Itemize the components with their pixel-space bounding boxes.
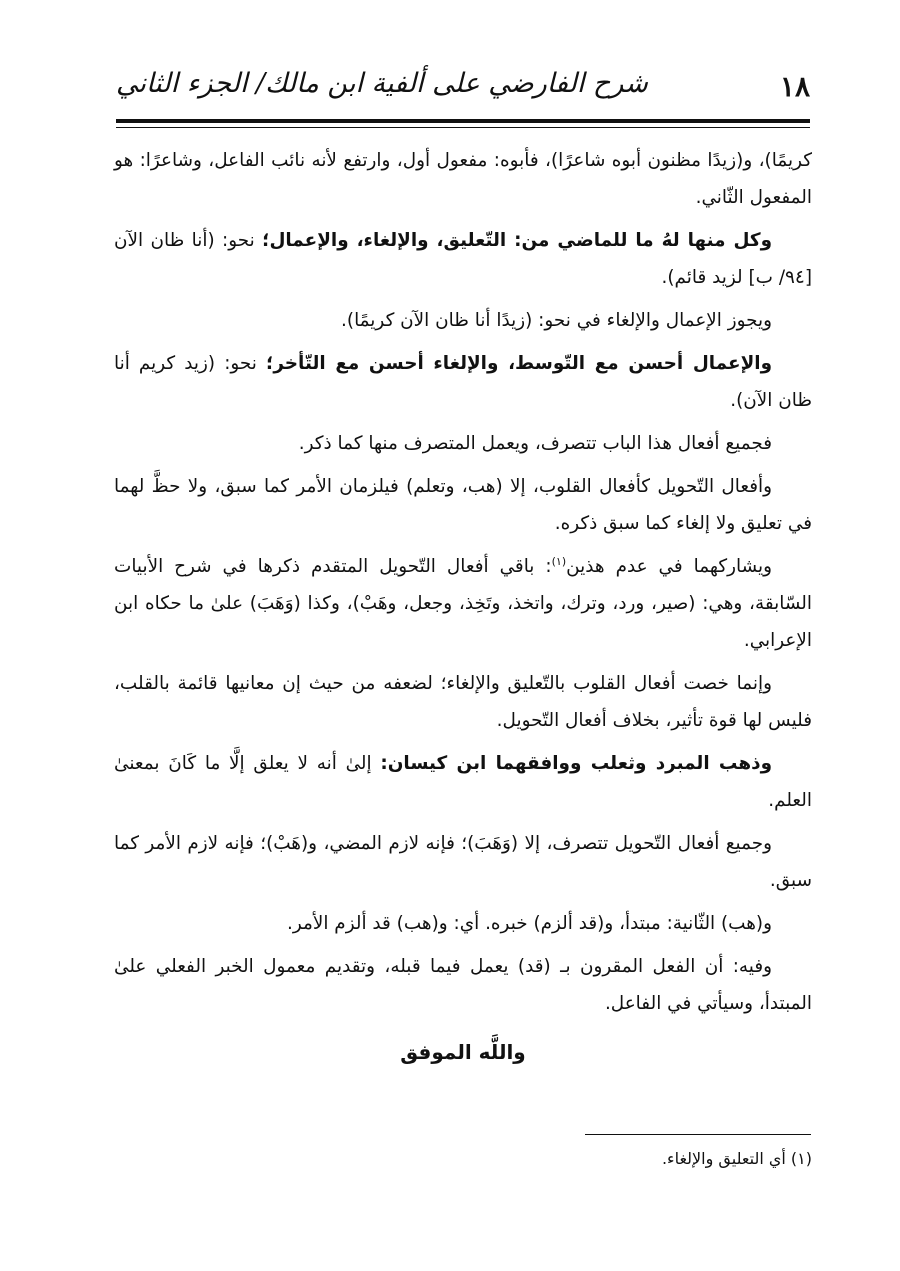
paragraph bbox=[114, 948, 812, 1022]
paragraph-text: ويجوز الإعمال والإلغاء في نحو: (زيدًا أنا ظان الآن كريمًا). bbox=[341, 310, 772, 331]
paragraph-text: نحو: (أنا ظان الآن [٩٤/ ب] لزيد قائم). bbox=[114, 230, 812, 288]
closing-phrase: واللَّه الموفق bbox=[400, 1040, 526, 1064]
paragraph-text: كريمًا)، و(زيدًا مظنون أبوه شاعرًا)، فأبوه: مفعول أول، وارتفع لأنه نائب الفاعل، وشاعرًا: هو المفعول الثّاني. bbox=[114, 150, 812, 208]
header-rule-thick bbox=[116, 119, 810, 123]
paragraph-text: : باقي أفعال التّحويل المتقدم ذكرها في شرح الأبيات السّابقة، وهي: (صير، ورد، وترك، واتخذ، وتَخِذ، وجعل، وهَبْ)، وكذا (وَهَبَ) علىٰ ما حكاه ابن الإعرابي. bbox=[114, 556, 812, 651]
paragraph-text: وفيه: أن الفعل المقرون بـ (قد) يعمل فيما قبله، وتقديم معمول الخبر الفعلي علىٰ المبتدأ، وسيأتي في الفاعل. bbox=[114, 956, 812, 1014]
paragraph-text: إلىٰ أنه لا يعلق إلَّا ما كَانَ بمعنىٰ العلم. bbox=[114, 753, 812, 811]
footnote-reference[interactable]: (١) bbox=[551, 554, 567, 568]
paragraph-text: وأفعال التّحويل كأفعال القلوب، إلا (هب، وتعلم) فيلزمان الأمر كما سبق، ولا حظَّ لهما في تعليق ولا إلغاء كما سبق ذكره. bbox=[114, 476, 812, 534]
bold-text: والإعمال أحسن مع التّوسط، والإلغاء أحسن مع التّأخر؛ bbox=[266, 353, 772, 374]
page-number: ١٨ bbox=[779, 70, 810, 103]
paragraph bbox=[114, 825, 812, 899]
paragraph bbox=[114, 142, 812, 216]
paragraph-text: نحو: (زيد كريم أنا ظان الآن). bbox=[114, 353, 812, 411]
paragraph-text: و(هب) الثّانية: مبتدأ، و(قد ألزم) خبره. أي: و(هب) قد ألزم الأمر. bbox=[287, 913, 772, 934]
footnote: (١) أي التعليق والإلغاء. bbox=[661, 1149, 812, 1168]
bold-text: وكل منها لهُ ما للماضي من: التّعليق، والإلغاء، والإعمال؛ bbox=[262, 230, 772, 251]
paragraph bbox=[114, 345, 812, 419]
paragraph-text: فجميع أفعال هذا الباب تتصرف، ويعمل المتصرف منها كما ذكر. bbox=[298, 433, 772, 454]
header-rule-thin bbox=[116, 127, 810, 128]
main-text bbox=[114, 142, 812, 1028]
paragraph bbox=[114, 745, 812, 819]
paragraph-text: وجميع أفعال التّحويل تتصرف، إلا (وَهَبَ)؛ فإنه لازم المضي، و(هَبْ)؛ فإنه لازم الأمر كما سبق. bbox=[114, 833, 812, 891]
paragraph bbox=[114, 468, 812, 542]
paragraph bbox=[114, 425, 812, 462]
paragraph-text: وإنما خصت أفعال القلوب بالتّعليق والإلغاء؛ لضعفه من حيث إن معانيها قائمة بالقلب، فليس لها قوة تأثير، بخلاف أفعال التّحويل. bbox=[114, 673, 812, 731]
footnote-separator bbox=[585, 1134, 811, 1135]
paragraph bbox=[114, 302, 812, 339]
paragraph bbox=[114, 905, 812, 942]
page-header bbox=[116, 62, 810, 112]
running-title: شرح الفارضي على ألفية ابن مالك/ الجزء الثاني bbox=[116, 68, 648, 99]
paragraph-text: ويشاركهما في عدم هذين bbox=[566, 556, 773, 577]
bold-text: وذهب المبرد وثعلب ووافقهما ابن كيسان: bbox=[380, 753, 773, 774]
paragraph bbox=[114, 222, 812, 296]
paragraph bbox=[114, 665, 812, 739]
paragraph bbox=[114, 548, 812, 659]
